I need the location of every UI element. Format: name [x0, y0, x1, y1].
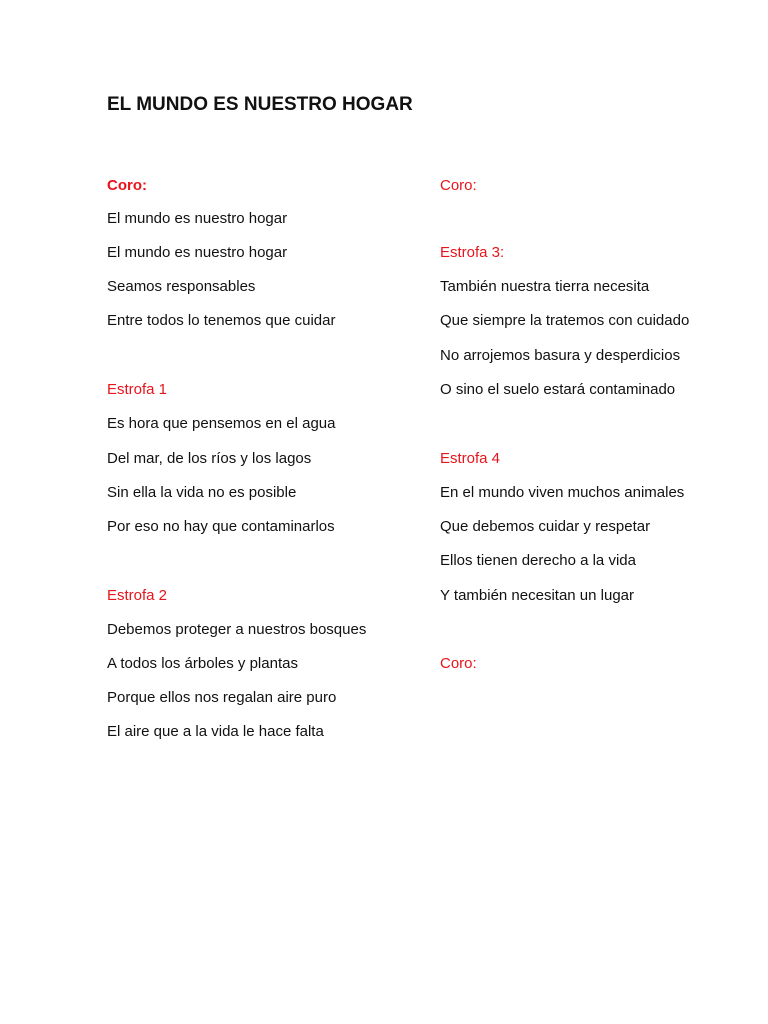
estrofa-3-line-3: No arrojemos basura y desperdicios [440, 347, 681, 364]
estrofa-2-heading: Estrofa 2 [107, 587, 168, 604]
estrofa-4-line-3: Ellos tienen derecho a la vida [440, 552, 636, 569]
estrofa-4-heading: Estrofa 4 [440, 450, 501, 467]
estrofa-2-line-3: Porque ellos nos regalan aire puro [107, 689, 337, 706]
estrofa-4-line-1: En el mundo viven muchos animales [440, 484, 685, 501]
estrofa-3-line-1: También nuestra tierra necesita [440, 278, 650, 295]
estrofa-1-heading: Estrofa 1 [107, 381, 168, 398]
coro-line-1: El mundo es nuestro hogar [107, 210, 288, 227]
estrofa-2-line-1: Debemos proteger a nuestros bosques [107, 621, 367, 638]
estrofa-2-line-4: El aire que a la vida le hace falta [107, 723, 324, 740]
coro-line-4: Entre todos lo tenemos que cuidar [107, 312, 336, 329]
coro-heading: Coro: [107, 177, 147, 194]
estrofa-1-line-2: Del mar, de los ríos y los lagos [107, 450, 312, 467]
estrofa-1-line-1: Es hora que pensemos en el agua [107, 415, 336, 432]
coro-line-3: Seamos responsables [107, 278, 256, 295]
estrofa-2-line-2: A todos los árboles y plantas [107, 655, 298, 672]
estrofa-1-line-3: Sin ella la vida no es posible [107, 484, 297, 501]
estrofa-4-line-2: Que debemos cuidar y respetar [440, 518, 651, 535]
estrofa-3-heading: Estrofa 3: [440, 244, 505, 261]
coro-bottom-heading: Coro: [440, 655, 477, 672]
estrofa-1-line-4: Por eso no hay que contaminarlos [107, 518, 335, 535]
estrofa-3-line-4: O sino el suelo estará contaminado [440, 381, 676, 398]
estrofa-4-line-4: Y también necesitan un lugar [440, 587, 635, 604]
estrofa-3-line-2: Que siempre la tratemos con cuidado [440, 312, 690, 329]
page-title: EL MUNDO ES NUESTRO HOGAR [107, 94, 413, 115]
coro-line-2: El mundo es nuestro hogar [107, 244, 288, 261]
coro-top-heading: Coro: [440, 177, 477, 194]
